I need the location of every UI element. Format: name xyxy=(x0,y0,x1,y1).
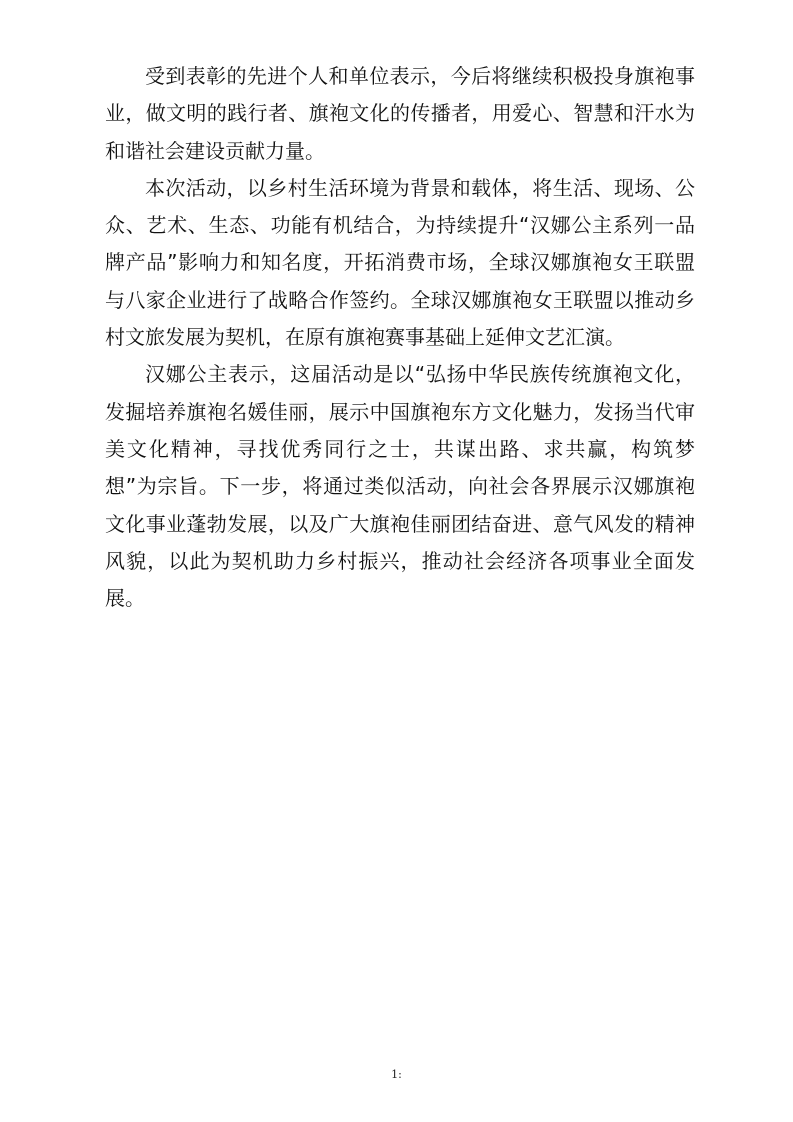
paragraph-activity: 本次活动，以乡村生活环境为背景和载体，将生活、现场、公众、艺术、生态、功能有机结合，为持续提升“汉娜公主系列一品牌产品”影响力和知名度，开拓消费市场，全球汉娜旗袍女王联盟与八家企业进行了战略合作签约。全球汉娜旗袍女王联盟以推动乡村文旅发展为契机，在原有旗袍赛事基础上延伸文艺汇演。 xyxy=(105,175,695,350)
paragraph-commendation: 受到表彰的先进个人和单位表示，今后将继续积极投身旗袍事业，做文明的践行者、旗袍文化的传播者，用爱心、智慧和汗水为和谐社会建设贡献力量。 xyxy=(105,64,695,163)
paragraph-princess-statement: 汉娜公主表示，这届活动是以“弘扬中华民族传统旗袍文化，发掘培养旗袍名媛佳丽，展示中国旗袍东方文化魅力，发扬当代审美文化精神，寻找优秀同行之士，共谋出路、求共赢，构筑梦想”为宗旨。下一步，将通过类似活动，向社会各界展示汉娜旗袍文化事业蓬勃发展，以及广大旗袍佳丽团结奋进、意气风发的精神风貌，以此为契机助力乡村振兴，推动社会经济各项事业全面发展。 xyxy=(105,362,695,611)
page-number: 1: xyxy=(391,1068,402,1081)
document-body xyxy=(105,58,695,617)
